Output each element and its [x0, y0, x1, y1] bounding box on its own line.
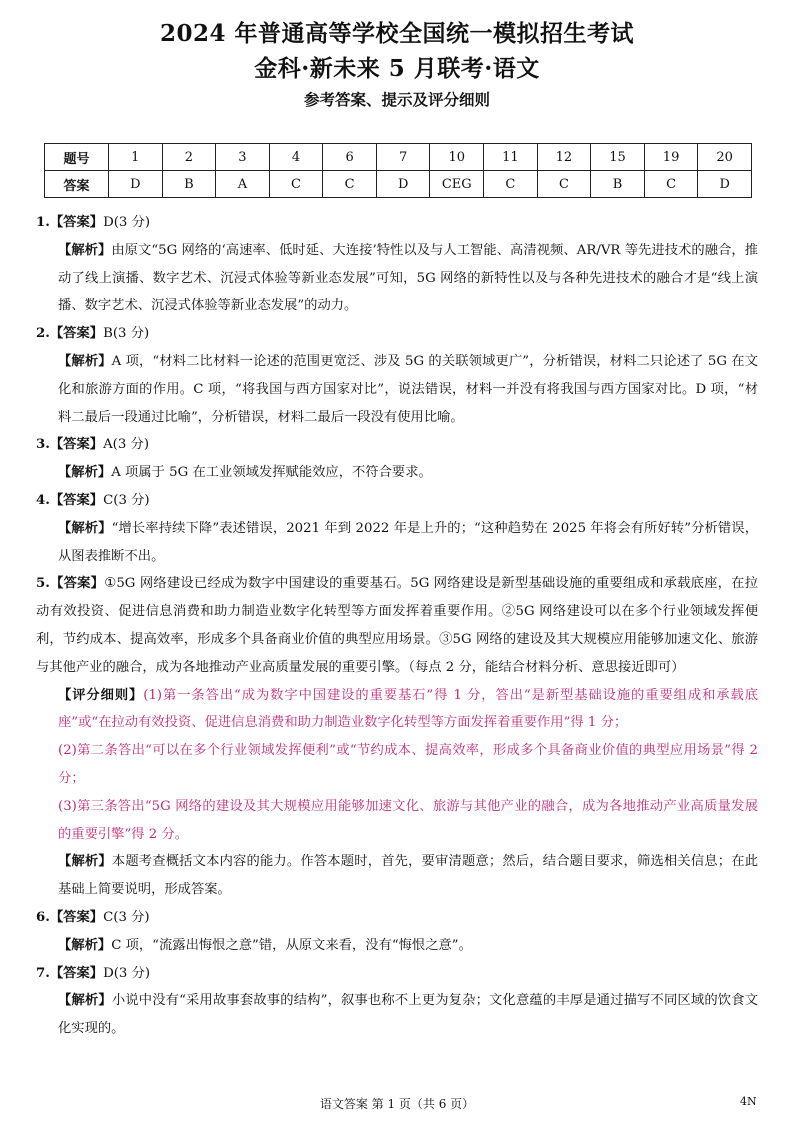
question-number: 1. — [36, 215, 50, 230]
answer-tag: 【答案】 — [49, 965, 104, 981]
answer-text: D(3 分) — [103, 965, 151, 981]
table-cell: C — [323, 171, 377, 198]
q7-answer — [36, 960, 758, 988]
table-cell: 19 — [644, 144, 698, 171]
row-label-answer: 答案 — [45, 171, 109, 198]
table-cell: 15 — [591, 144, 645, 171]
table-cell: 20 — [698, 144, 752, 171]
answer-tag: 【答案】 — [49, 576, 105, 592]
question-number: 6. — [36, 909, 50, 925]
explanation-text: A 项属于 5G 在工业领域发挥赋能效应，不符合要求。 — [111, 465, 432, 481]
table-cell: C — [537, 171, 591, 198]
table-cell: 1 — [109, 144, 163, 171]
table-cell: D — [109, 171, 163, 198]
answer-text: C(3 分) — [103, 909, 150, 925]
table-cell: C — [269, 171, 323, 198]
explanation-tag: 【解析】 — [58, 242, 112, 258]
answer-tag: 【答案】 — [49, 437, 104, 453]
question-number: 4. — [36, 492, 50, 508]
answer-content — [36, 209, 758, 1043]
explanation-text: C 项，“流露出悔恨之意”错，从原文来看，没有“悔恨之意”。 — [111, 937, 472, 953]
q1-answer — [36, 209, 758, 237]
q4-answer — [36, 487, 758, 515]
grading-tag: 【评分细则】 — [58, 687, 144, 703]
question-number: 3. — [36, 437, 50, 453]
q3-explanation — [36, 459, 758, 487]
answer-tag: 【答案】 — [49, 909, 104, 925]
answer-row — [45, 171, 752, 198]
question-number: 2. — [36, 326, 50, 342]
explanation-text: 由原文“5G 网络的‘高速率、低时延、大连接’特性以及与人工智能、高清视频、AR/VR 等先进技术的融合，推动了线上演播、数字艺术、沉浸式体验等新业态发展”可知，5G 网络的新特性以及与各种先进技术的融合才是“线上演播、数字艺术、沉浸式体验等新业态发展”的动力。 — [58, 242, 758, 314]
question-number: 7. — [36, 965, 50, 981]
q7-explanation — [36, 987, 758, 1043]
q2-explanation — [36, 348, 758, 431]
table-cell: A — [216, 171, 270, 198]
q5-grading-2: (2)第二条答出“可以在多个行业领域发挥便利”或“节约成本、提高效率，形成多个具备商业价值的典型应用场景”得 2 分； — [58, 743, 758, 786]
table-cell: C — [484, 171, 538, 198]
explanation-text: 小说中没有“采用故事套故事的结构”，叙事也称不上更为复杂；文化意蕴的丰厚是通过描写不同区域的饮食文化实现的。 — [58, 993, 758, 1037]
exam-subtitle: 金科·新未来 5 月联考·语文 — [254, 55, 540, 82]
q6-answer — [36, 904, 758, 932]
q5-explanation — [36, 848, 758, 904]
table-cell: 12 — [537, 144, 591, 171]
answer-text: ①5G 网络建设已经成为数字中国建设的重要基石。5G 网络建设是新型基础设施的重要组成和承载底座，在拉动有效投资、促进信息消费和助力制造业数字化转型等方面发挥着重要作用。②5G 网络建设可以在多个行业领域发挥便利，节约成本、提高效率，形成多个具备商业价值的典型应用场景。③5G 网络的建设及其大规模应用能够加速文化、旅游与其他产业的融合，成为各地推动产业高质量发展的重要引擎。（每点 2 分，能结合材料分析、意思接近即可） — [36, 576, 758, 675]
explanation-tag: 【解析】 — [58, 465, 112, 481]
answer-tag: 【答案】 — [49, 492, 104, 508]
table-cell: 10 — [430, 144, 484, 171]
paper-code: 4N — [740, 1095, 757, 1108]
exam-title: 2024 年普通高等学校全国统一模拟招生考试 — [159, 20, 635, 47]
table-cell: B — [591, 171, 645, 198]
q3-answer — [36, 431, 758, 459]
answer-tag: 【答案】 — [49, 326, 104, 342]
q5-grading-1 — [36, 682, 758, 738]
answer-key-heading: 参考答案、提示及评分细则 — [303, 90, 490, 109]
explanation-tag: 【解析】 — [58, 353, 112, 369]
q6-explanation — [36, 932, 758, 960]
question-number-row — [45, 144, 752, 171]
answer-text: A(3 分) — [103, 437, 150, 453]
q5-answer — [36, 570, 758, 681]
table-cell: D — [376, 171, 430, 198]
explanation-tag: 【解析】 — [58, 993, 112, 1009]
answer-tag: 【答案】 — [49, 215, 104, 230]
explanation-text: “增长率持续下降”表述错误，2021 年到 2022 年是上升的；“这种趋势在 2025 年将会有所好转”分析错误，从图表推断不出。 — [58, 520, 759, 564]
page-footer: 语文答案 第 1 页（共 6 页） — [319, 1097, 475, 1111]
table-cell: 6 — [323, 144, 377, 171]
explanation-tag: 【解析】 — [58, 520, 112, 536]
table-cell: B — [162, 171, 216, 198]
table-cell: 11 — [484, 144, 538, 171]
answer-text: D(3 分) — [103, 215, 151, 230]
q5-grading-3: (3)第三条答出“5G 网络的建设及其大规模应用能够加速文化、旅游与其他产业的融合，成为各地推动产业高质量发展的重要引擎”得 2 分。 — [58, 798, 758, 842]
answer-table — [44, 143, 752, 198]
q2-answer — [36, 320, 758, 348]
explanation-text: 本题考查概括文本内容的能力。作答本题时，首先，要审清题意；然后，结合题目要求，筛选相关信息；在此基础上简要说明，形成答案。 — [58, 854, 758, 898]
explanation-text: A 项，“材料二比材料一论述的范围更宽泛、涉及 5G 的关联领域更广”，分析错误，材料二只论述了 5G 在文化和旅游方面的作用。C 项，“将我国与西方国家对比”，说法错误，材料一并没有将我国与西方国家对比。D 项，“材料二最后一段通过比喻”，分析错误，材料二最后一段没有使用比喻。 — [58, 353, 758, 425]
row-label-number: 题号 — [45, 144, 109, 171]
explanation-tag: 【解析】 — [58, 937, 112, 953]
explanation-tag: 【解析】 — [58, 854, 112, 870]
q4-explanation — [36, 515, 758, 571]
table-cell: 3 — [216, 144, 270, 171]
q1-explanation — [36, 237, 758, 320]
answer-text: C(3 分) — [103, 492, 150, 508]
table-cell: D — [698, 171, 752, 198]
table-cell: 4 — [269, 144, 323, 171]
question-number: 5. — [36, 576, 50, 592]
table-cell: 2 — [162, 144, 216, 171]
table-cell: 7 — [376, 144, 430, 171]
grading-text: (1)第一条答出“成为数字中国建设的重要基石”得 1 分，答出“是新型基础设施的重要组成和承载底座”或“在拉动有效投资、促进信息消费和助力制造业数字化转型等方面发挥着重要作用”得 1 分； — [58, 687, 759, 731]
answer-text: B(3 分) — [103, 326, 150, 342]
table-cell: CEG — [430, 171, 484, 198]
table-cell: C — [644, 171, 698, 198]
